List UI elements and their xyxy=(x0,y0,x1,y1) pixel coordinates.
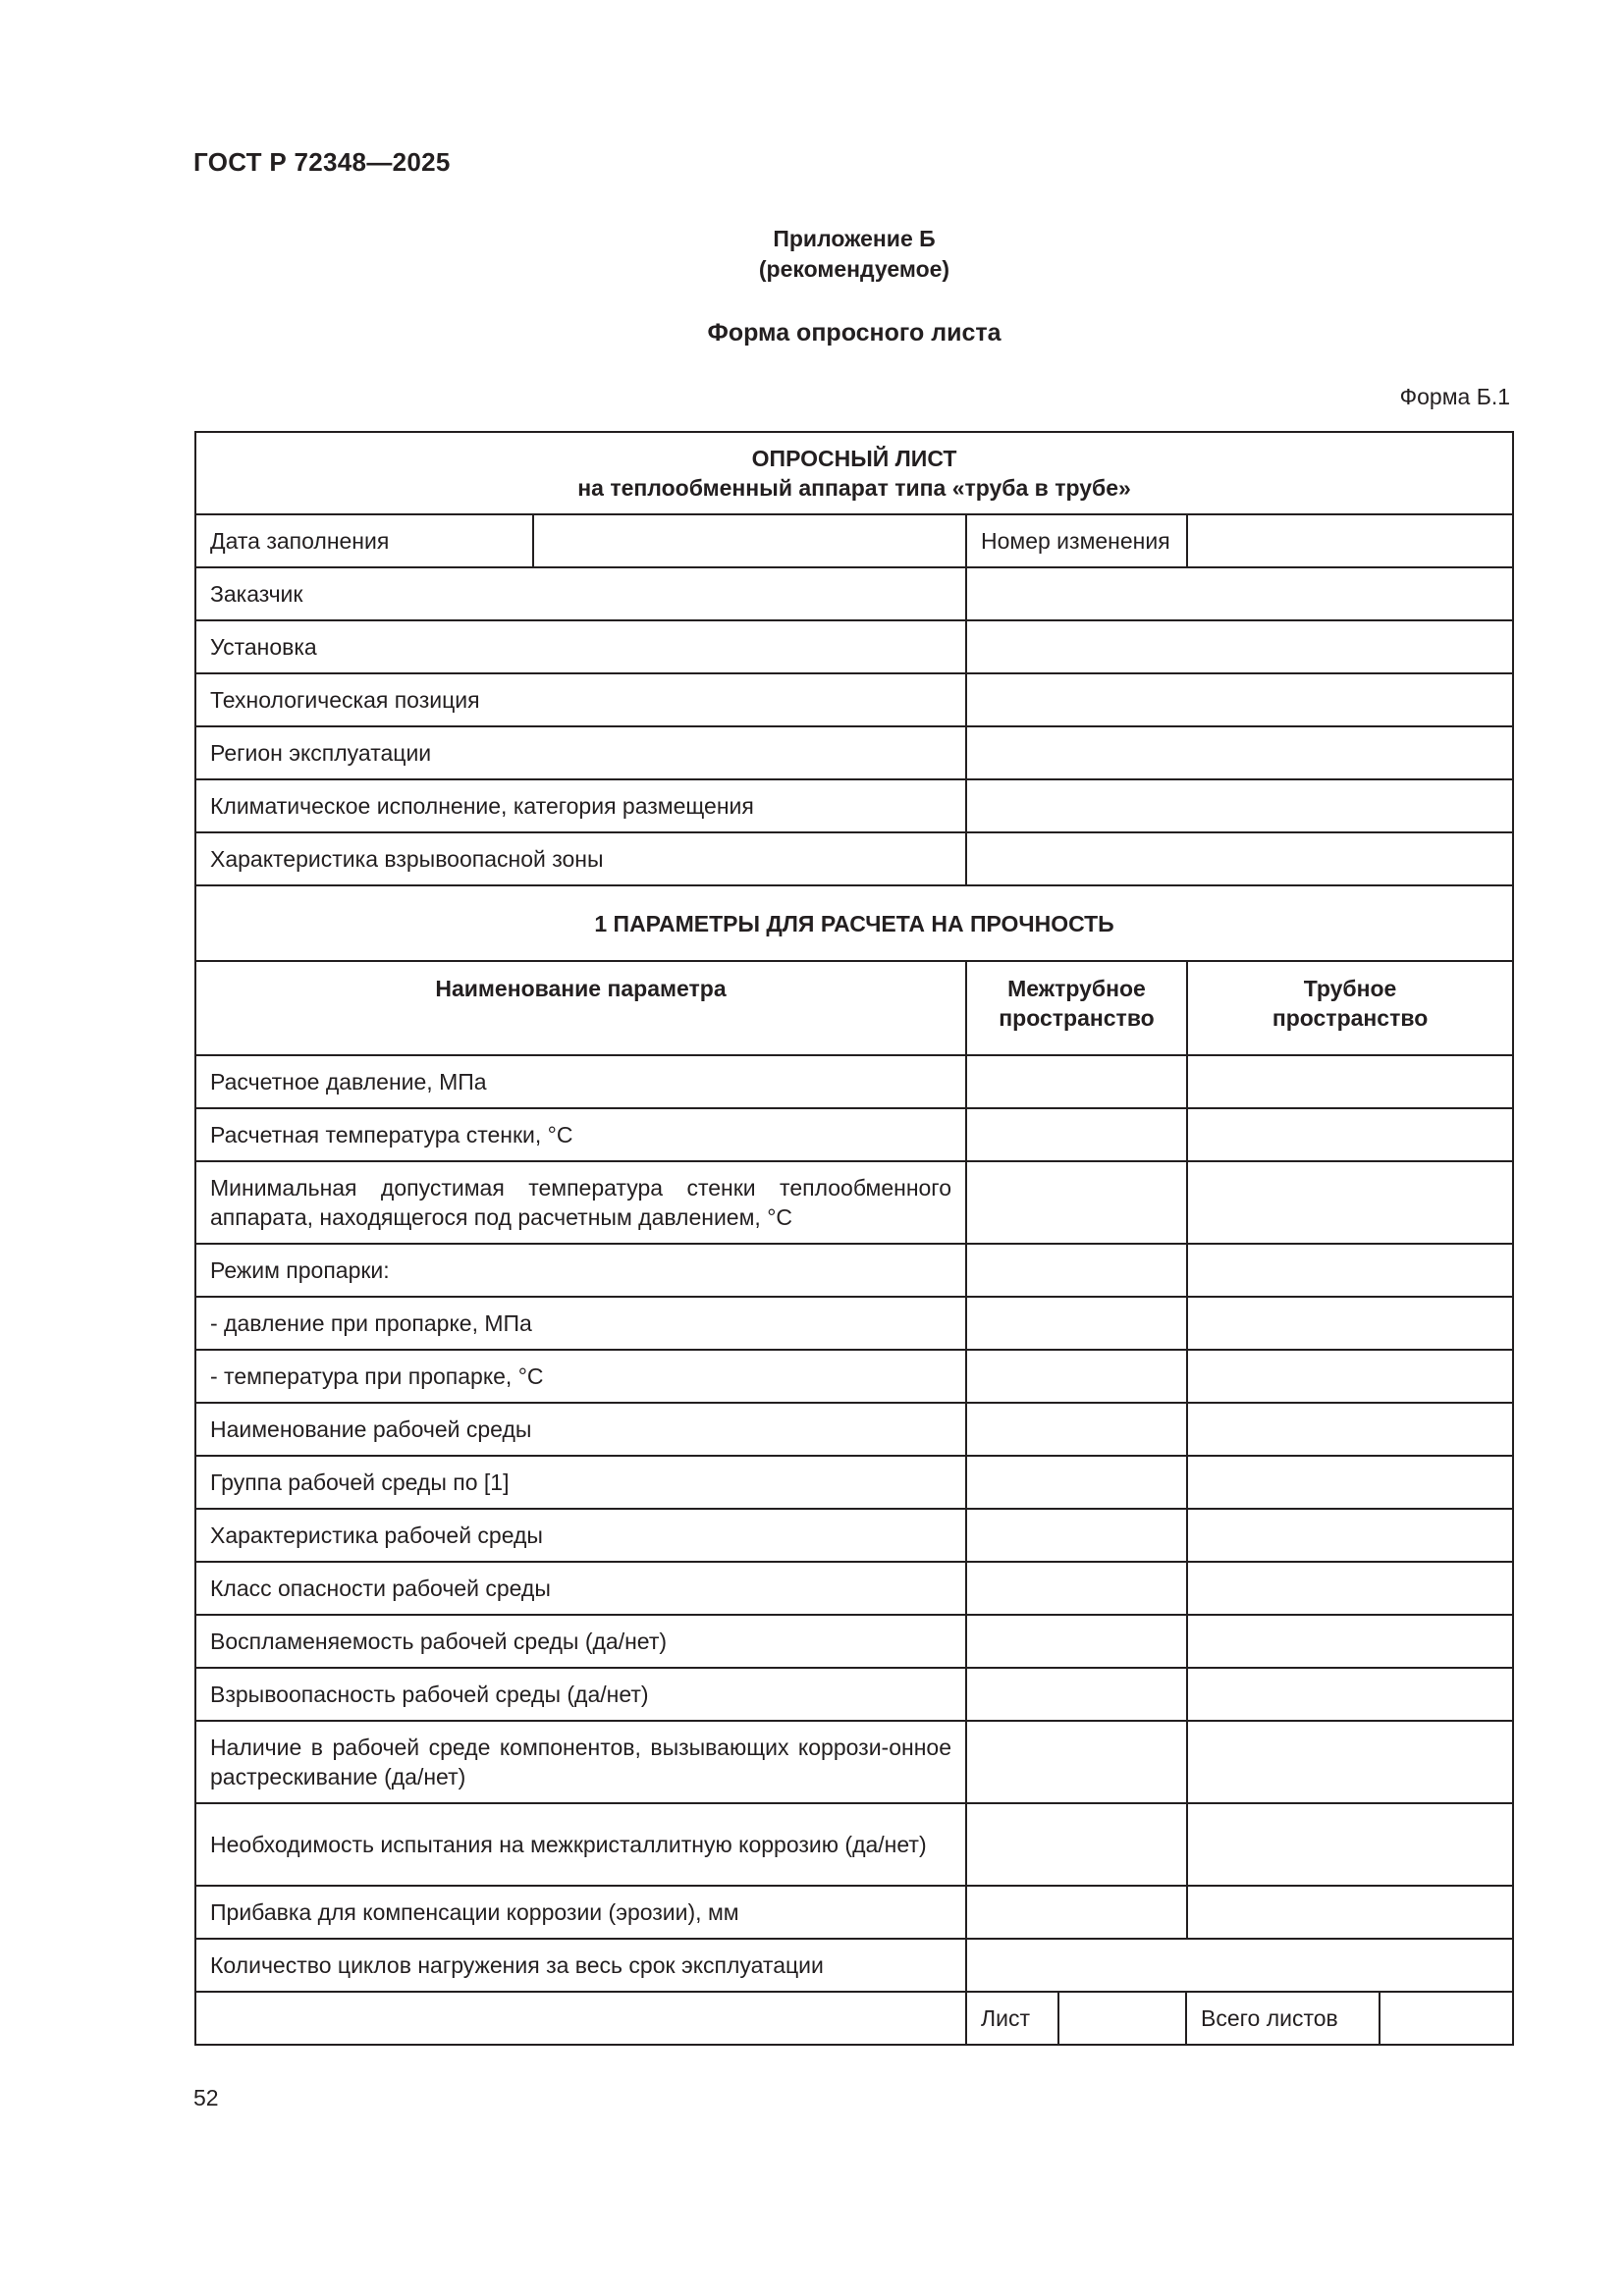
shell-side-field[interactable] xyxy=(966,1668,1187,1721)
parameter-label: - давление при пропарке, МПа xyxy=(195,1297,966,1350)
tube-side-field[interactable] xyxy=(1187,1562,1513,1615)
shell-side-field[interactable] xyxy=(966,1297,1187,1350)
tube-side-field[interactable] xyxy=(1187,1803,1513,1886)
general-row xyxy=(195,620,1513,673)
general-row-field[interactable] xyxy=(966,620,1513,673)
column-header-tube-line2: пространство xyxy=(1272,1005,1429,1031)
parameter-label: Необходимость испытания на межкристаллитную коррозию (да/нет) xyxy=(195,1803,966,1886)
parameter-label: Взрывоопасность рабочей среды (да/нет) xyxy=(195,1668,966,1721)
parameter-label: Режим пропарки: xyxy=(195,1244,966,1297)
parameter-label: Расчетная температура стенки, °С xyxy=(195,1108,966,1161)
tube-side-field[interactable] xyxy=(1187,1721,1513,1803)
parameter-label: Минимальная допустимая температура стенки теплообменного аппарата, находящегося под расчетным давлением, °С xyxy=(195,1161,966,1244)
parameter-row xyxy=(195,1615,1513,1668)
shell-side-field[interactable] xyxy=(966,1803,1187,1886)
tube-side-field[interactable] xyxy=(1187,1055,1513,1108)
appendix-heading xyxy=(0,224,1624,285)
sheet-number-field[interactable] xyxy=(1058,1992,1186,2045)
parameter-row-cycles xyxy=(195,1939,1513,1992)
parameter-row xyxy=(195,1161,1513,1244)
sheet-footer-row xyxy=(195,1992,1513,2045)
column-header-shell-line1: Межтрубное xyxy=(1007,976,1146,1001)
parameter-label: Наименование рабочей среды xyxy=(195,1403,966,1456)
tube-side-field[interactable] xyxy=(1187,1668,1513,1721)
column-header-tube-side xyxy=(1187,961,1513,1055)
shell-side-field[interactable] xyxy=(966,1244,1187,1297)
general-row-label: Заказчик xyxy=(195,567,966,620)
general-row xyxy=(195,726,1513,779)
questionnaire-heading xyxy=(195,432,1513,514)
parameter-row xyxy=(195,1244,1513,1297)
parameter-row xyxy=(195,1886,1513,1939)
fill-date-field[interactable] xyxy=(533,514,966,567)
general-row xyxy=(195,832,1513,885)
shell-side-field[interactable] xyxy=(966,1403,1187,1456)
parameter-row xyxy=(195,1668,1513,1721)
tube-side-field[interactable] xyxy=(1187,1456,1513,1509)
general-row-field[interactable] xyxy=(966,673,1513,726)
parameter-label: Прибавка для компенсации коррозии (эрозии), мм xyxy=(195,1886,966,1939)
tube-side-field[interactable] xyxy=(1187,1161,1513,1244)
parameter-label: Воспламеняемость рабочей среды (да/нет) xyxy=(195,1615,966,1668)
column-header-tube-line1: Трубное xyxy=(1303,976,1397,1001)
parameter-label: Группа рабочей среды по [1] xyxy=(195,1456,966,1509)
parameter-label: Наличие в рабочей среде компонентов, вызывающих коррози-онное растрескивание (да/нет) xyxy=(195,1721,966,1803)
parameter-row xyxy=(195,1509,1513,1562)
parameter-row xyxy=(195,1721,1513,1803)
tube-side-field[interactable] xyxy=(1187,1615,1513,1668)
cycles-label: Количество циклов нагружения за весь срок эксплуатации xyxy=(195,1939,966,1992)
cycles-field[interactable] xyxy=(966,1939,1513,1992)
shell-side-field[interactable] xyxy=(966,1886,1187,1939)
tube-side-field[interactable] xyxy=(1187,1108,1513,1161)
general-row-label: Технологическая позиция xyxy=(195,673,966,726)
fill-date-label: Дата заполнения xyxy=(195,514,533,567)
general-row xyxy=(195,673,1513,726)
appendix-title: Приложение Б xyxy=(773,226,936,251)
column-header-shell-side xyxy=(966,961,1187,1055)
parameter-row xyxy=(195,1108,1513,1161)
parameter-row xyxy=(195,1055,1513,1108)
general-row-field[interactable] xyxy=(966,726,1513,779)
parameter-row xyxy=(195,1456,1513,1509)
general-row-field[interactable] xyxy=(966,567,1513,620)
general-row-label: Характеристика взрывоопасной зоны xyxy=(195,832,966,885)
general-row xyxy=(195,567,1513,620)
tube-side-field[interactable] xyxy=(1187,1350,1513,1403)
change-number-label: Номер изменения xyxy=(966,514,1187,567)
total-sheets-label: Всего листов xyxy=(1186,1992,1380,2045)
questionnaire-table xyxy=(194,431,1514,2046)
shell-side-field[interactable] xyxy=(966,1055,1187,1108)
total-sheets-field[interactable] xyxy=(1380,1992,1513,2045)
section-title: 1 ПАРАМЕТРЫ ДЛЯ РАСЧЕТА НА ПРОЧНОСТЬ xyxy=(195,885,1513,961)
parameter-label: Класс опасности рабочей среды xyxy=(195,1562,966,1615)
parameter-row xyxy=(195,1403,1513,1456)
general-row xyxy=(195,779,1513,832)
tube-side-field[interactable] xyxy=(1187,1297,1513,1350)
sheet-label: Лист xyxy=(966,1992,1058,2045)
page-number: 52 xyxy=(193,2085,219,2110)
tube-side-field[interactable] xyxy=(1187,1509,1513,1562)
change-number-field[interactable] xyxy=(1187,514,1513,567)
shell-side-field[interactable] xyxy=(966,1456,1187,1509)
general-row-field[interactable] xyxy=(966,832,1513,885)
shell-side-field[interactable] xyxy=(966,1562,1187,1615)
shell-side-field[interactable] xyxy=(966,1615,1187,1668)
footer-blank-cell xyxy=(195,1992,966,2045)
parameter-label: - температура при пропарке, °С xyxy=(195,1350,966,1403)
general-row-label: Установка xyxy=(195,620,966,673)
parameter-row xyxy=(195,1297,1513,1350)
general-row-label: Климатическое исполнение, категория размещения xyxy=(195,779,966,832)
shell-side-field[interactable] xyxy=(966,1721,1187,1803)
document-code: ГОСТ Р 72348—2025 xyxy=(193,147,451,177)
parameter-row xyxy=(195,1562,1513,1615)
tube-side-field[interactable] xyxy=(1187,1403,1513,1456)
column-header-parameter: Наименование параметра xyxy=(195,961,966,1055)
general-row-label: Регион эксплуатации xyxy=(195,726,966,779)
column-header-shell-line2: пространство xyxy=(999,1005,1155,1031)
form-title: Форма опросного листа xyxy=(707,319,1001,347)
parameter-label: Характеристика рабочей среды xyxy=(195,1509,966,1562)
appendix-note: (рекомендуемое) xyxy=(758,256,950,282)
shell-side-field[interactable] xyxy=(966,1509,1187,1562)
general-row-field[interactable] xyxy=(966,779,1513,832)
tube-side-field[interactable] xyxy=(1187,1886,1513,1939)
shell-side-field[interactable] xyxy=(966,1350,1187,1403)
form-id: Форма Б.1 xyxy=(1399,384,1510,409)
parameter-row xyxy=(195,1803,1513,1886)
tube-side-field[interactable] xyxy=(1187,1244,1513,1297)
shell-side-field[interactable] xyxy=(966,1161,1187,1244)
parameter-row xyxy=(195,1350,1513,1403)
questionnaire-subtitle: на теплообменный аппарат типа «труба в трубе» xyxy=(577,475,1131,501)
shell-side-field[interactable] xyxy=(966,1108,1187,1161)
questionnaire-title: ОПРОСНЫЙ ЛИСТ xyxy=(751,446,957,471)
parameter-label: Расчетное давление, МПа xyxy=(195,1055,966,1108)
